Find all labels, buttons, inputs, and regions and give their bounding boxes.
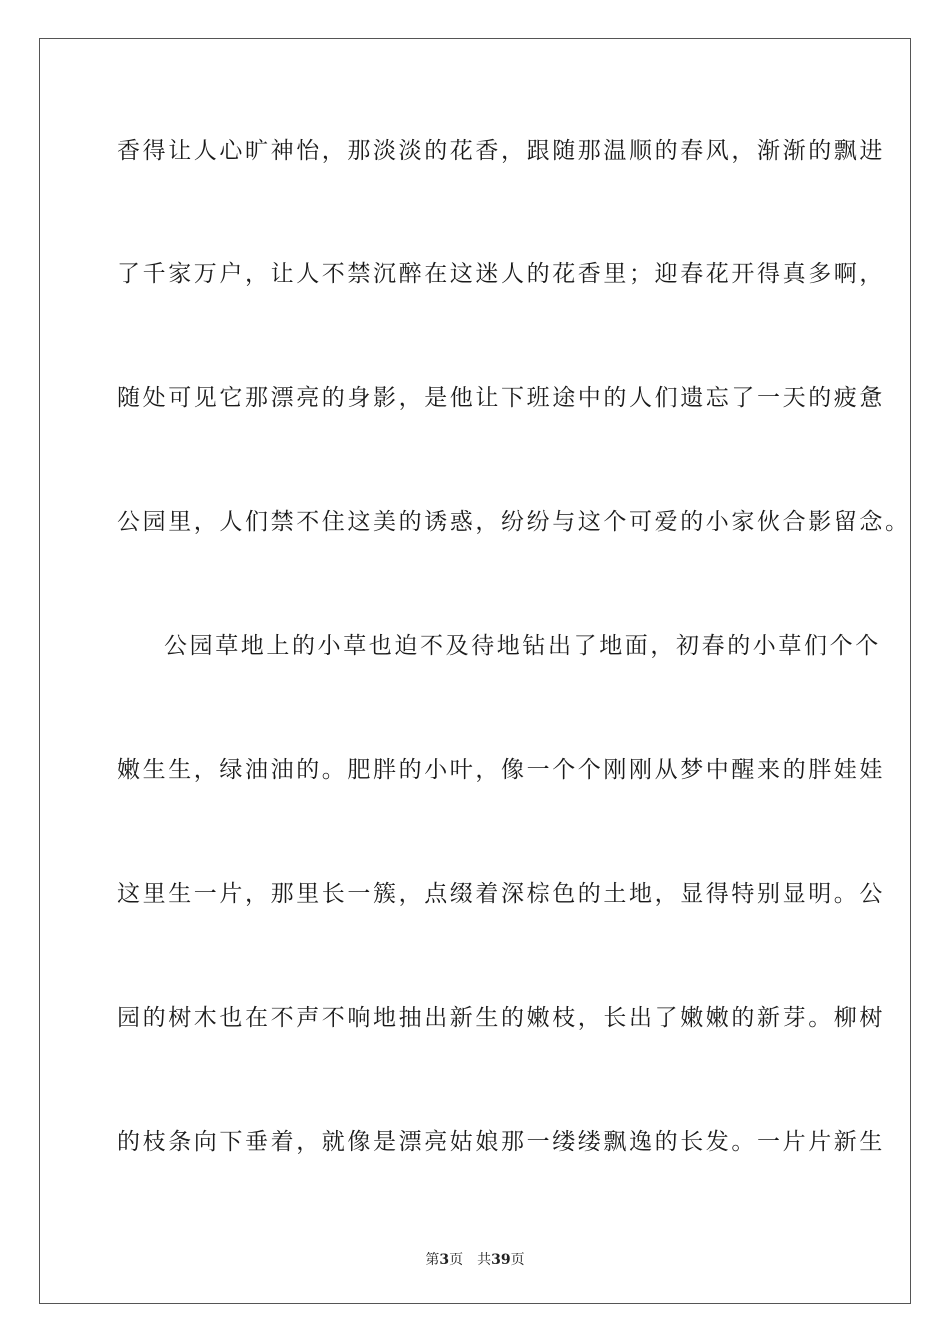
page-number: 3 (439, 1252, 450, 1268)
page-footer (0, 1249, 950, 1269)
body-text-line-2: 了千家万户，让人不禁沉醉在这迷人的花香里；迎春花开得真多啊， (117, 261, 885, 287)
body-text-line-7: 这里生一片，那里长一簇，点缀着深棕色的土地，显得特别显明。公 (117, 881, 885, 907)
total-suffix: 页 (510, 1252, 525, 1268)
body-text-line-8: 园的树木也在不声不响地抽出新生的嫩枝，长出了嫩嫩的新芽。柳树 (117, 1005, 885, 1031)
body-text-line-5: 公园草地上的小草也迫不及待地钻出了地面，初春的小草们个个 (164, 633, 881, 659)
body-text-line-9: 的枝条向下垂着，就像是漂亮姑娘那一缕缕飘逸的长发。一片片新生 (117, 1129, 885, 1155)
page-suffix: 页 (449, 1252, 464, 1268)
body-text-line-3: 随处可见它那漂亮的身影，是他让下班途中的人们遗忘了一天的疲惫 (117, 385, 885, 411)
body-text-line-1: 香得让人心旷神怡，那淡淡的花香，跟随那温顺的春风，渐渐的飘进 (117, 138, 885, 164)
total-prefix: 共 (477, 1252, 492, 1268)
body-text-line-6: 嫩生生，绿油油的。肥胖的小叶，像一个个刚刚从梦中醒来的胖娃娃 (117, 757, 885, 783)
body-text-line-4: 公园里，人们禁不住这美的诱惑，纷纷与这个可爱的小家伙合影留念。 (117, 509, 911, 535)
page-prefix: 第 (425, 1252, 440, 1268)
total-pages: 39 (491, 1252, 511, 1268)
page-border (39, 38, 911, 1304)
